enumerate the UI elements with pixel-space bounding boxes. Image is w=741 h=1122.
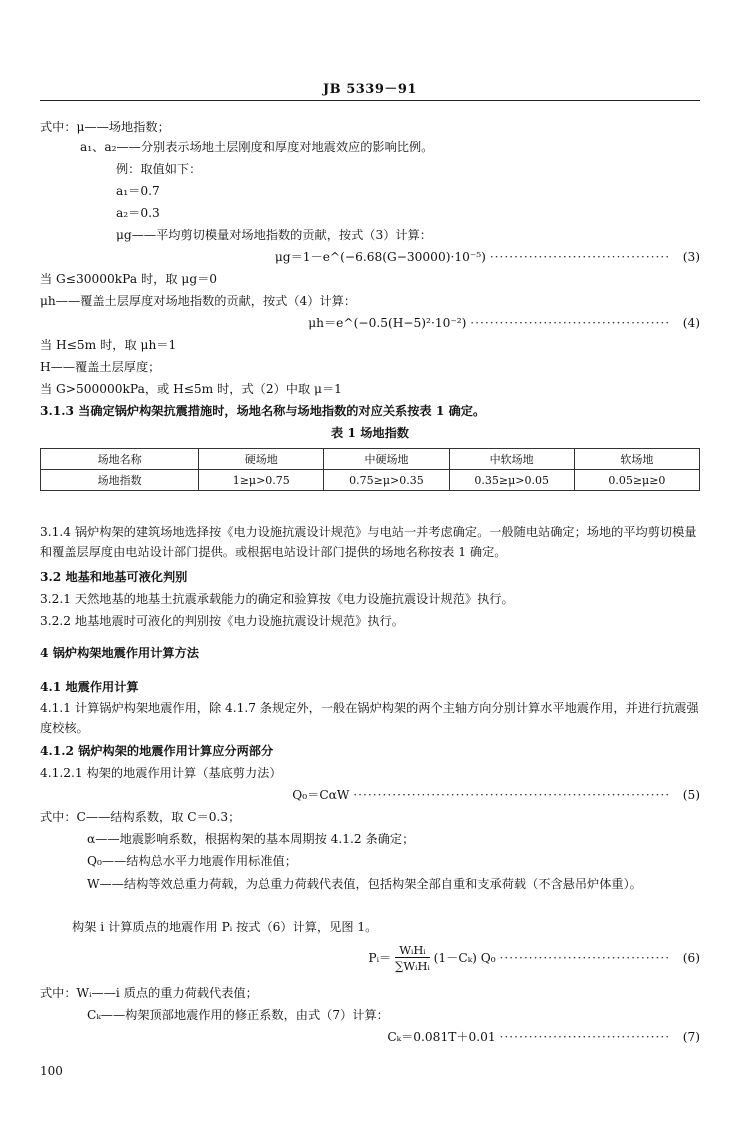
line-g-condition: 当 G≤30000kPa 时，取 μg＝0	[40, 272, 218, 286]
table-cell: 1≥μ>0.75	[199, 470, 324, 491]
line-ck-def: Cₖ——构架顶部地震作用的修正系数，由式（7）计算：	[87, 1008, 389, 1022]
line-c-def: 式中：C——结构系数，取 C＝0.3；	[40, 810, 241, 824]
line-muh-def: μh——覆盖土层厚度对场地指数的贡献，按式（4）计算：	[40, 294, 357, 308]
line-a2: a₂＝0.3	[116, 206, 160, 220]
equation-5-leader: ·································································	[353, 788, 671, 802]
equation-4-leader: ·········································	[470, 316, 671, 330]
equation-3	[40, 248, 700, 266]
equation-5	[40, 786, 700, 804]
line-a1: a₁＝0.7	[116, 184, 160, 198]
line-mu-def: 式中：μ——场地指数；	[40, 120, 170, 134]
line-a-def: a₁、a₂——分别表示场地土层刚度和厚度对地震效应的影响比例。	[80, 140, 434, 154]
equation-7-number: (7)	[682, 1030, 700, 1044]
clause-3-2-1: 3.2.1 天然地基的地基土抗震承载能力的确定和验算按《电力设施抗震设计规范》执行。	[40, 592, 514, 606]
clause-3-1-3: 3.1.3 当确定锅炉构架抗震措施时，场地名称与场地指数的对应关系按表 1 确定。	[40, 404, 486, 418]
equation-6-lhs: Pᵢ＝	[368, 951, 392, 965]
page-header: JB 5339－91	[323, 82, 417, 97]
clause-3-2-2: 3.2.2 地基地震时可液化的判别按《电力设施抗震设计规范》执行。	[40, 614, 404, 628]
table-row	[41, 470, 700, 491]
table-caption: 表 1 场地指数	[331, 426, 409, 440]
equation-6-rhs: (1－Cₖ) Q₀	[433, 951, 496, 965]
equation-4-formula: μh＝e^(−0.5(H−5)²·10⁻²)	[308, 316, 467, 330]
table-cell: 0.75≥μ>0.35	[324, 470, 449, 491]
equation-3-number: (3)	[682, 250, 700, 264]
table-header-cell: 中软场地	[449, 449, 574, 470]
line-alpha-def: α——地震影响系数，根据构架的基本周期按 4.1.2 条确定；	[87, 832, 415, 846]
page-number: 100	[40, 1064, 63, 1078]
equation-7-leader: ···································	[499, 1030, 671, 1044]
table-header-cell: 场地名称	[41, 449, 199, 470]
table-cell: 0.35≥μ>0.05	[449, 470, 574, 491]
equation-6-leader: ···································	[499, 951, 671, 965]
equation-4	[40, 314, 700, 332]
line-h-condition: 当 H≤5m 时，取 μh＝1	[40, 338, 177, 352]
equation-7-formula: Cₖ＝0.081T＋0.01	[387, 1030, 496, 1044]
clause-3-1-4: 3.1.4 锅炉构架的建筑场地选择按《电力设施抗震设计规范》与电站一并考虑确定。一般随电站确定；场地的平均剪切模量和覆盖层厚度由电站设计部门提供。或根据电站设计部门提供的场地名称按表 1 确定。	[40, 525, 697, 559]
equation-6-denominator: ∑WᵢHᵢ	[395, 959, 430, 973]
equation-6-fraction	[395, 943, 430, 974]
equation-6-numerator: WᵢHᵢ	[395, 943, 430, 958]
table-header-cell: 软场地	[574, 449, 699, 470]
line-mug-def: μg——平均剪切模量对场地指数的贡献，按式（3）计算：	[116, 228, 432, 242]
equation-7	[40, 1028, 700, 1046]
line-q0-def: Q₀——结构总水平力地震作用标准值；	[87, 854, 297, 868]
clause-4-1-1: 4.1.1 计算锅炉构架地震作用，除 4.1.7 条规定外，一般在锅炉构架的两个主轴方向分别计算水平地震作用，并进行抗震强度校核。	[40, 701, 699, 735]
line-w-def: W——结构等效总重力荷载，为总重力荷载代表值，包括构架全部自重和支承荷载（不含悬吊炉体重）。	[87, 877, 642, 891]
clause-4-1: 4.1 地震作用计算	[40, 680, 139, 694]
equation-5-number: (5)	[682, 788, 700, 802]
table-header-cell: 硬场地	[199, 449, 324, 470]
section-4-title: 4 锅炉构架地震作用计算方法	[40, 646, 199, 660]
clause-4-1-2: 4.1.2 锅炉构架的地震作用计算应分两部分	[40, 744, 274, 758]
header-rule	[40, 100, 700, 101]
equation-4-number: (4)	[682, 316, 700, 330]
table-cell: 场地指数	[41, 470, 199, 491]
line-g-h-condition: 当 G>500000kPa，或 H≤5m 时，式（2）中取 μ＝1	[40, 382, 342, 396]
line-pi-intro: 构架 i 计算质点的地震作用 Pᵢ 按式（6）计算，见图 1。	[72, 920, 378, 934]
table-header-cell: 中硬场地	[324, 449, 449, 470]
clause-3-2: 3.2 地基和地基可液化判别	[40, 570, 188, 584]
equation-6-number: (6)	[682, 951, 700, 965]
line-example: 例：取值如下：	[116, 162, 202, 176]
line-h-def: H——覆盖土层厚度；	[40, 360, 161, 374]
line-wi-def: 式中：Wᵢ——i 质点的重力荷载代表值；	[40, 986, 258, 1000]
equation-3-formula: μg＝1－e^(−6.68(G−30000)·10⁻⁵)	[274, 250, 486, 264]
equation-3-leader: ·····································	[489, 250, 671, 264]
site-index-table	[40, 448, 700, 491]
clause-4-1-2-1: 4.1.2.1 构架的地震作用计算（基底剪力法）	[40, 766, 282, 780]
equation-6	[40, 940, 700, 976]
table-row	[41, 449, 700, 470]
equation-5-formula: Q₀＝CαW	[292, 788, 350, 802]
table-cell: 0.05≥μ≥0	[574, 470, 699, 491]
